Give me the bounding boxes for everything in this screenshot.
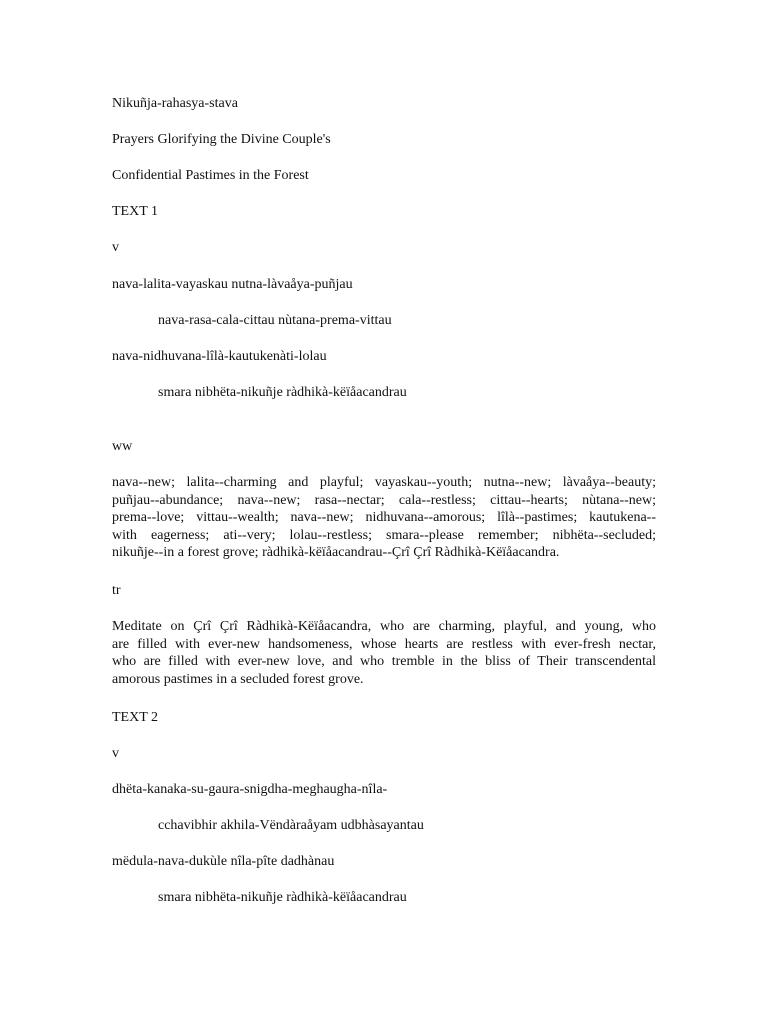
text-2-verse-line-1: dhëta-kanaka-su-gaura-snigdha-meghaugha-nîla- — [112, 782, 388, 797]
document-subtitle-line-2: Confidential Pastimes in the Forest — [112, 168, 309, 183]
text-1-verse-line-3: nava-nidhuvana-lîlà-kautukenàti-lolau — [112, 349, 327, 364]
text-1-verse-label: v — [112, 240, 119, 255]
text-1-translation-label: tr — [112, 583, 121, 598]
text-1-verse-line-4: smara nibhëta-nikuñje ràdhikà-këïåacandrau — [158, 385, 407, 400]
text-2-verse-line-2: cchavibhir akhila-Vëndàraåyam udbhàsayantau — [158, 818, 424, 833]
text-1-heading: TEXT 1 — [112, 204, 159, 219]
text-1-word-meanings — [112, 474, 656, 562]
text-1-verse-line-2: nava-rasa-cala-cittau nùtana-prema-vittau — [158, 313, 392, 328]
translation-line: are filled with ever-new handsomeness, whose hearts are restless with ever-fresh nectar, — [112, 636, 656, 652]
word-meanings-line: prema--love; vittau--wealth; nava--new; nidhuvana--amorous; lîlà--pastimes; kautukena-- — [112, 510, 656, 525]
text-1-word-meanings-label: ww — [112, 439, 133, 454]
text-2-heading: TEXT 2 — [112, 710, 159, 725]
document-subtitle-line-1: Prayers Glorifying the Divine Couple's — [112, 132, 331, 147]
word-meanings-line: with eagerness; ati--very; lolau--restless; smara--please remember; nibhëta--secluded; — [112, 527, 656, 543]
document-title: Nikuñja-rahasya-stava — [112, 96, 238, 111]
text-1-translation — [112, 618, 656, 688]
translation-line: who are filled with ever-new love, and who tremble in the bliss of Their transcendental — [112, 654, 656, 669]
word-meanings-line: nava--new; lalita--charming and playful; vayaskau--youth; nutna--new; làvaåya--beauty; — [112, 475, 656, 490]
translation-line: Meditate on Çrî Çrî Ràdhikà-Këïåacandra, who are charming, playful, and young, who — [112, 619, 656, 634]
translation-line: amorous pastimes in a secluded forest grove. — [112, 671, 364, 687]
text-2-verse-label: v — [112, 746, 119, 761]
text-2-verse-line-4: smara nibhëta-nikuñje ràdhikà-këïåacandrau — [158, 890, 407, 905]
word-meanings-line: puñjau--abundance; nava--new; rasa--nectar; cala--restless; cittau--hearts; nùtana--new; — [112, 492, 656, 508]
text-2-verse-line-3: mëdula-nava-dukùle nîla-pîte dadhànau — [112, 854, 335, 869]
word-meanings-line: nikuñje--in a forest grove; ràdhikà-këïåacandrau--Çrî Çrî Ràdhikà-Këïåacandra. — [112, 545, 560, 560]
text-1-verse-line-1: nava-lalita-vayaskau nutna-làvaåya-puñjau — [112, 277, 353, 292]
